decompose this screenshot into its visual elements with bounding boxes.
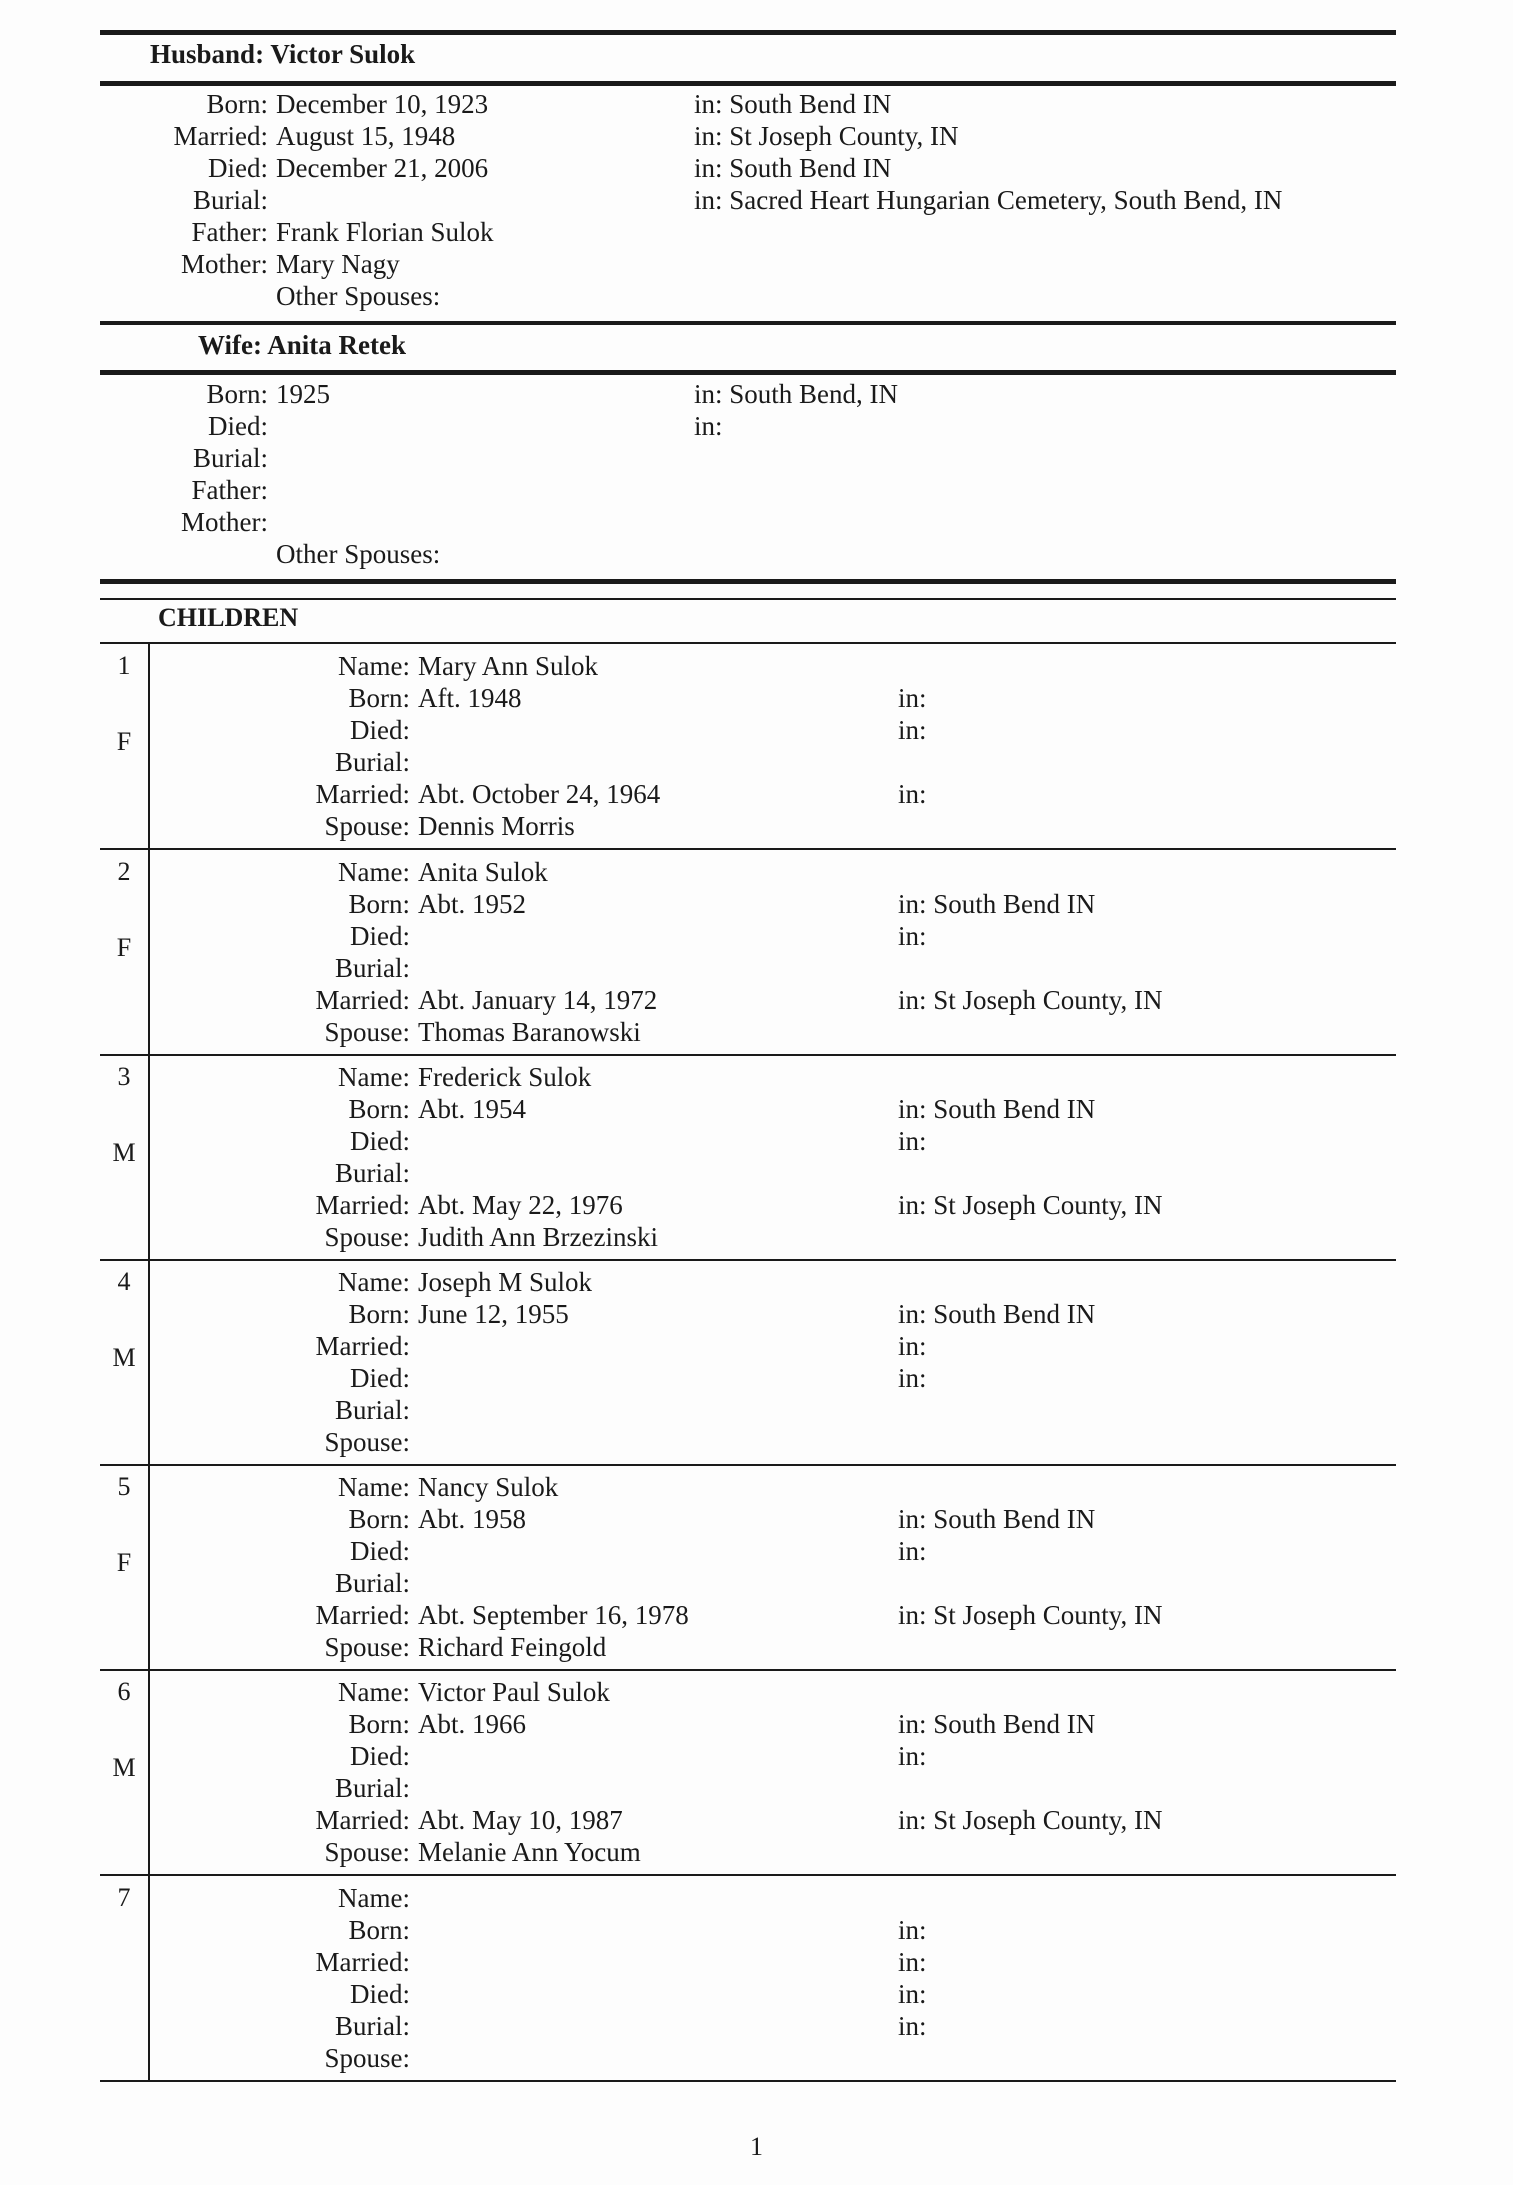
field-place: in: [898, 1915, 927, 1945]
field-label: Spouse: [324, 1017, 410, 1047]
husband-other-spouses: Other Spouses: [276, 281, 441, 311]
field-label: Burial: [335, 1773, 410, 1803]
field-place: in: [898, 715, 927, 745]
child-sex: F [116, 1548, 132, 1577]
field-place: in: [898, 779, 927, 809]
field-label: Spouse: [324, 2043, 410, 2073]
field-place: in: [898, 683, 927, 713]
field-label: Burial: [335, 1158, 410, 1188]
field-value: Joseph M Sulok [418, 1267, 593, 1297]
child-number: 2 [117, 857, 131, 886]
field-label: Mother: [181, 507, 268, 537]
field-place: in: [898, 921, 927, 951]
field-label: Married: [315, 1600, 410, 1630]
child-number: 5 [117, 1472, 131, 1501]
child-record [100, 1260, 1396, 1466]
child-record [100, 1876, 1396, 2082]
field-place: in: [898, 1363, 927, 1393]
field-value: Nancy Sulok [418, 1472, 559, 1502]
field-value: Abt. 1958 [418, 1504, 526, 1534]
wife-name: Anita Retek [267, 330, 406, 360]
child-field-row [150, 2042, 1396, 2074]
field-place: in: South Bend, IN [694, 379, 899, 409]
child-record [100, 1670, 1396, 1876]
child-field-row [150, 1125, 1396, 1157]
field-value: Abt. May 10, 1987 [418, 1805, 623, 1835]
child-sex: F [116, 933, 132, 962]
field-place: in: South Bend IN [694, 153, 892, 183]
field-label: Spouse: [324, 1837, 410, 1867]
field-place: in: [898, 2011, 927, 2041]
child-field-row [150, 1362, 1396, 1394]
field-label: Burial: [193, 443, 268, 473]
child-field-row [150, 1535, 1396, 1567]
child-field-row [150, 1978, 1396, 2010]
field-place: in: [898, 1741, 927, 1771]
child-field-row [150, 1914, 1396, 1946]
child-field-row [150, 1426, 1396, 1458]
field-label: Married: [315, 1805, 410, 1835]
field-label: Born: [348, 889, 410, 919]
child-field-row [150, 746, 1396, 778]
child-field-row [150, 1471, 1396, 1503]
wife-rule [100, 370, 1396, 375]
wife-top-rule [100, 321, 1396, 325]
child-field-row [150, 1298, 1396, 1330]
field-label: Married: [315, 1331, 410, 1361]
field-place: in: [898, 1947, 927, 1977]
child-record [100, 1465, 1396, 1671]
field-label: Name: [338, 1677, 410, 1707]
field-value: Abt. September 16, 1978 [418, 1600, 689, 1630]
field-value: Richard Feingold [418, 1632, 607, 1662]
field-label: Name: [338, 1883, 410, 1913]
field-label: Father: [191, 217, 268, 247]
field-place: in: South Bend IN [694, 89, 892, 119]
child-number: 4 [117, 1267, 131, 1296]
child-field-row [150, 2010, 1396, 2042]
child-field-row [150, 1946, 1396, 1978]
wife-heading [198, 329, 406, 361]
child-field-row [150, 778, 1396, 810]
field-label: Name: [338, 1267, 410, 1297]
field-label: Born: [348, 1299, 410, 1329]
husband-heading-label: Husband: [150, 39, 265, 69]
husband-heading [150, 38, 415, 70]
child-field-row [150, 1061, 1396, 1093]
field-label: Name: [338, 1062, 410, 1092]
field-place: in: [898, 1126, 927, 1156]
field-place: in: [898, 1536, 927, 1566]
child-field-row [150, 1676, 1396, 1708]
field-label: Spouse: [324, 1632, 410, 1662]
child-field-row [150, 920, 1396, 952]
field-label: Spouse: [324, 811, 410, 841]
field-label: Mother: [181, 249, 268, 279]
field-label: Born: [348, 1709, 410, 1739]
field-label: Died: [350, 1363, 410, 1393]
field-value: Abt. October 24, 1964 [418, 779, 661, 809]
child-number: 6 [117, 1677, 131, 1706]
child-field-row [150, 888, 1396, 920]
child-field-row [150, 650, 1396, 682]
field-value: Abt. 1966 [418, 1709, 526, 1739]
child-field-row [150, 1503, 1396, 1535]
child-number: 3 [117, 1062, 131, 1091]
page-number: 1 [750, 2132, 763, 2161]
field-value: Abt. May 22, 1976 [418, 1190, 623, 1220]
field-value: August 15, 1948 [276, 121, 456, 151]
children-double-rule-bottom [100, 598, 1396, 600]
field-value: June 12, 1955 [418, 1299, 569, 1329]
child-field-row [150, 1804, 1396, 1836]
field-place: in: South Bend IN [898, 889, 1096, 919]
child-field-row [150, 714, 1396, 746]
top-rule [100, 30, 1396, 35]
field-place: in: St Joseph County, IN [898, 985, 1163, 1015]
field-value: December 21, 2006 [276, 153, 489, 183]
field-value: Mary Nagy [276, 249, 400, 279]
child-field-row [150, 1266, 1396, 1298]
field-label: Died: [350, 1741, 410, 1771]
child-record [100, 1055, 1396, 1261]
field-label: Born: [206, 89, 268, 119]
wife-other-spouses: Other Spouses: [276, 539, 441, 569]
child-field-row [150, 810, 1396, 842]
child-field-row [150, 1740, 1396, 1772]
husband-name: Victor Sulok [270, 39, 416, 69]
child-field-row [150, 1093, 1396, 1125]
field-place: in: St Joseph County, IN [898, 1190, 1163, 1220]
field-label: Burial: [335, 1568, 410, 1598]
field-label: Spouse: [324, 1427, 410, 1457]
child-field-row [150, 856, 1396, 888]
field-label: Born: [348, 1915, 410, 1945]
field-value: Frank Florian Sulok [276, 217, 494, 247]
child-field-row [150, 1631, 1396, 1663]
field-place: in: [898, 1331, 927, 1361]
child-field-row [150, 1016, 1396, 1048]
child-sex: F [116, 727, 132, 756]
child-record [100, 644, 1396, 850]
child-field-row [150, 1157, 1396, 1189]
field-value: Victor Paul Sulok [418, 1677, 610, 1707]
child-number: 7 [117, 1883, 131, 1912]
field-value: Frederick Sulok [418, 1062, 592, 1092]
field-value: Anita Sulok [418, 857, 548, 887]
field-value: December 10, 1923 [276, 89, 489, 119]
child-field-row [150, 1836, 1396, 1868]
child-field-row [150, 1567, 1396, 1599]
children-double-rule-top [100, 579, 1396, 584]
child-field-row [150, 1708, 1396, 1740]
field-label: Name: [338, 1472, 410, 1502]
field-label: Married: [315, 779, 410, 809]
field-label: Name: [338, 651, 410, 681]
field-place: in: South Bend IN [898, 1709, 1096, 1739]
field-place: in: [694, 411, 723, 441]
field-label: Born: [348, 1504, 410, 1534]
field-place: in: South Bend IN [898, 1094, 1096, 1124]
field-place: in: St Joseph County, IN [898, 1805, 1163, 1835]
field-label: Married: [173, 121, 268, 151]
field-value: Abt. 1954 [418, 1094, 526, 1124]
field-label: Died: [350, 921, 410, 951]
field-value: Abt. January 14, 1972 [418, 985, 658, 1015]
child-field-row [150, 984, 1396, 1016]
field-label: Died: [208, 411, 268, 441]
child-field-row [150, 1221, 1396, 1253]
field-place: in: Sacred Heart Hungarian Cemetery, South Bend, IN [694, 185, 1283, 215]
field-label: Born: [348, 683, 410, 713]
field-label: Burial: [335, 1395, 410, 1425]
field-label: Married: [315, 985, 410, 1015]
child-sex: M [112, 1753, 136, 1782]
child-field-row [150, 1772, 1396, 1804]
child-record [100, 850, 1396, 1056]
child-sex: M [112, 1343, 136, 1372]
field-value: Mary Ann Sulok [418, 651, 599, 681]
child-field-row [150, 1882, 1396, 1914]
field-value: Dennis Morris [418, 811, 575, 841]
field-label: Name: [338, 857, 410, 887]
wife-heading-label: Wife: [198, 330, 262, 360]
field-place: in: St Joseph County, IN [898, 1600, 1163, 1630]
field-label: Burial: [193, 185, 268, 215]
field-place: in: [898, 1979, 927, 2009]
field-label: Burial: [335, 2011, 410, 2041]
child-field-row [150, 1394, 1396, 1426]
child-field-row [150, 1330, 1396, 1362]
field-label: Burial: [335, 953, 410, 983]
child-field-row [150, 1189, 1396, 1221]
field-value: Abt. 1952 [418, 889, 526, 919]
field-label: Married: [315, 1190, 410, 1220]
field-place: in: South Bend IN [898, 1299, 1096, 1329]
field-label: Burial: [335, 747, 410, 777]
field-value: Melanie Ann Yocum [418, 1837, 641, 1867]
child-field-row [150, 1599, 1396, 1631]
field-label: Born: [206, 379, 268, 409]
husband-rule [100, 81, 1396, 86]
field-label: Born: [348, 1094, 410, 1124]
child-field-row [150, 682, 1396, 714]
field-label: Married: [315, 1947, 410, 1977]
field-value: Aft. 1948 [418, 683, 522, 713]
field-value: Judith Ann Brzezinski [418, 1222, 658, 1252]
field-label: Spouse: [324, 1222, 410, 1252]
child-number: 1 [117, 651, 131, 680]
field-label: Died: [350, 715, 410, 745]
field-label: Died: [350, 1126, 410, 1156]
child-field-row [150, 952, 1396, 984]
child-bottom-rule [100, 2080, 1396, 2082]
field-value: Thomas Baranowski [418, 1017, 641, 1047]
field-label: Died: [350, 1536, 410, 1566]
child-sex: M [112, 1138, 136, 1167]
field-place: in: St Joseph County, IN [694, 121, 959, 151]
field-label: Died: [208, 153, 268, 183]
field-label: Father: [191, 475, 268, 505]
field-place: in: South Bend IN [898, 1504, 1096, 1534]
field-value: 1925 [276, 379, 330, 409]
children-heading: CHILDREN [158, 603, 299, 632]
field-label: Died: [350, 1979, 410, 2009]
